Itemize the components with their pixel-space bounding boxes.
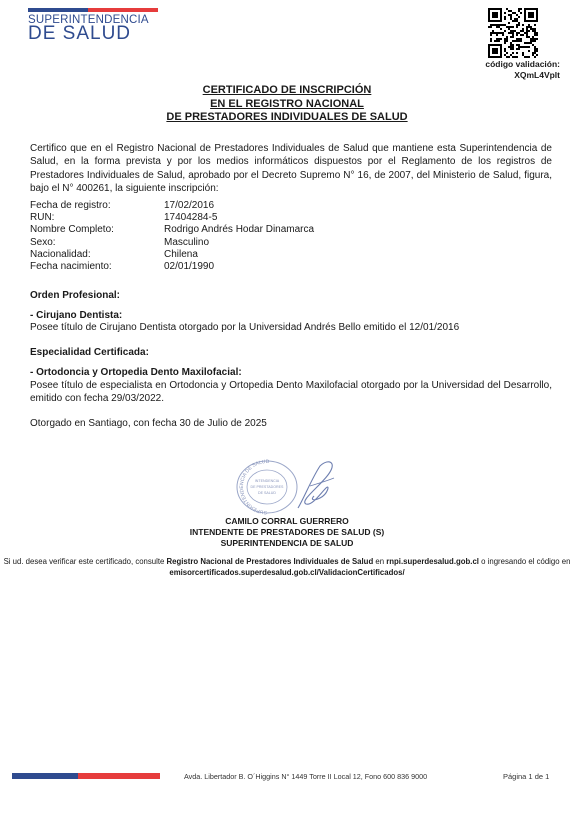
- logo-line2: DE SALUD: [28, 23, 132, 44]
- certificate-title: [0, 84, 574, 125]
- qr-code-icon: [488, 8, 538, 58]
- field-label: Nacionalidad:: [30, 249, 91, 260]
- especialidad-heading: Especialidad Certificada:: [30, 347, 149, 358]
- verify-text: en: [373, 557, 387, 566]
- logo-line1: SUPERINTENDENCIA: [28, 14, 149, 26]
- field-value: Chilena: [164, 249, 198, 260]
- stamp-inner-line2: DE PRESTADORES: [250, 485, 284, 489]
- page-number: Página 1 de 1: [503, 772, 550, 781]
- footer-address: Avda. Libertador B. O´Higgins N° 1449 Torre II Local 12, Fono 600 836 9000: [184, 772, 428, 781]
- field-value: 17/02/2016: [164, 200, 215, 211]
- signer-name: CAMILO CORRAL GUERRERO: [225, 516, 349, 526]
- stamp-inner-line1: INTENDENCIA: [254, 479, 280, 483]
- footer-color-bar: [12, 773, 160, 779]
- field-value: Rodrigo Andrés Hodar Dinamarca: [164, 224, 315, 235]
- orden-title: - Cirujano Dentista:: [30, 310, 123, 321]
- especialidad-title: - Ortodoncia y Ortopedia Dento Maxilofacial:: [30, 367, 242, 378]
- signer-org: SUPERINTENDENCIA DE SALUD: [220, 538, 354, 548]
- verification-note: [0, 557, 574, 578]
- field-label: RUN:: [30, 212, 55, 223]
- intro-paragraph: Certifico que en el Registro Nacional de Prestadores Individuales de Salud que mantiene esta Superintendencia de Salud, en la forma prevista y por los medios informáticos dispuestos por el Reglamento de los registros de Prestadores Individuales de Salud, aprobado por el Decreto Supremo N° 16, de 2007, del Ministerio de Salud, figura, bajo el N° 400261, la siguiente inscripción:: [30, 143, 552, 194]
- signature-scribble: [290, 458, 340, 514]
- field-label: Fecha nacimiento:: [30, 261, 112, 272]
- superintendencia-logo: [28, 8, 162, 42]
- especialidad-text: Posee título de especialista en Ortodoncia y Ortopedia Dento Maxilofacial otorgado por la Universidad del Desarrollo, emitido con fecha 29/03/2022.: [30, 380, 552, 405]
- orden-text: Posee título de Cirujano Dentista otorgado por la Universidad Andrés Bello emitido el 12/01/2016: [30, 322, 460, 333]
- field-value: 17404284-5: [164, 212, 218, 223]
- otorgado-text: Otorgado en Santiago, con fecha 30 de Julio de 2025: [30, 418, 267, 429]
- verify-text: o ingresando el código en: [478, 557, 571, 566]
- field-label: Nombre Completo:: [30, 224, 114, 235]
- validation-code: XQmL4Vplt: [514, 70, 560, 80]
- verify-site-link[interactable]: rnpi.superdesalud.gob.cl: [386, 557, 479, 566]
- title-line2: EN EL REGISTRO NACIONAL: [210, 97, 364, 110]
- field-label: Fecha de registro:: [30, 200, 111, 211]
- field-value: Masculino: [164, 237, 210, 248]
- validation-label: código validación:: [485, 59, 560, 69]
- verify-text: Si ud. desea verificar este certificado, consulte: [3, 557, 167, 566]
- validation-code-block: [485, 59, 560, 81]
- logo-color-bar: [28, 8, 158, 12]
- title-line1: CERTIFICADO DE INSCRIPCIÓN: [202, 84, 372, 96]
- stamp-ring-text: SUPERINTENDENCIA DE SALUD: [239, 458, 270, 516]
- title-line3: DE PRESTADORES INDIVIDUALES DE SALUD: [166, 111, 408, 123]
- field-label: Sexo:: [30, 237, 56, 248]
- field-value: 02/01/1990: [164, 261, 215, 272]
- orden-heading: Orden Profesional:: [30, 290, 121, 301]
- signer-role: INTENDENTE DE PRESTADORES DE SALUD (S): [189, 527, 385, 537]
- verify-registry-name: Registro Nacional de Prestadores Individuales de Salud: [166, 557, 374, 566]
- stamp-inner-line3: DE SALUD: [258, 491, 276, 495]
- verify-validation-link[interactable]: emisorcertificados.superdesalud.gob.cl/ValidacionCertificados/: [169, 567, 405, 577]
- signer-block: [0, 516, 574, 549]
